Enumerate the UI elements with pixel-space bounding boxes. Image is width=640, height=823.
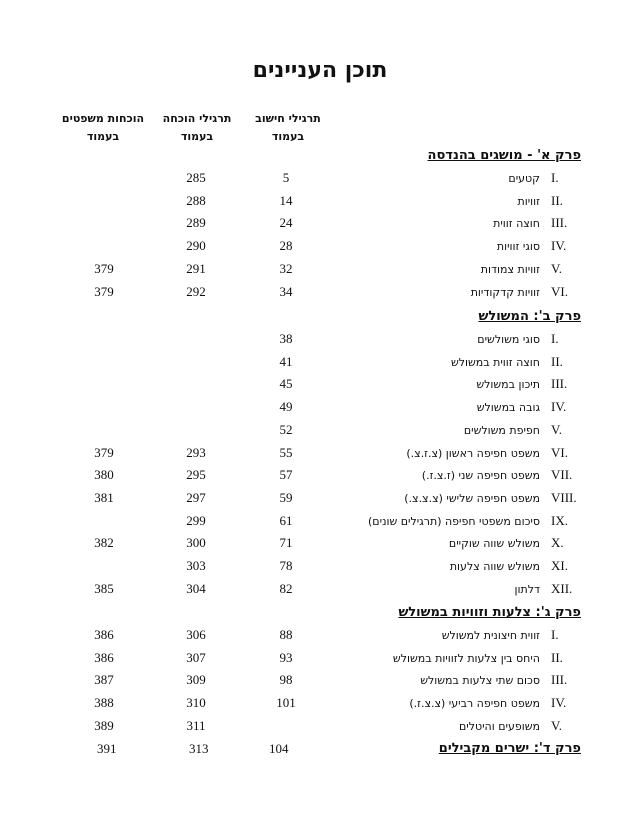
column-header-theorems-page: בעמוד xyxy=(86,130,120,143)
section-number: I. xyxy=(551,331,559,346)
page-proof: 291 xyxy=(186,260,206,276)
section-number: V. xyxy=(551,260,562,276)
toc-row[interactable] xyxy=(0,490,640,510)
section-number: II. xyxy=(551,192,563,208)
toc-row[interactable] xyxy=(0,513,640,533)
page-proof: 303 xyxy=(186,558,206,573)
section-title: סכום שתי צלעות במשולש xyxy=(420,674,540,688)
page-calc: 14 xyxy=(279,192,293,208)
section-number: III. xyxy=(551,215,568,231)
page-calc: 45 xyxy=(279,376,293,392)
section-title: היחס בין צלעות לזוויות במשולש xyxy=(392,651,540,665)
section-title: משפט חפיפה רביעי (צ.צ.ז.) xyxy=(409,697,540,711)
page-calc: 28 xyxy=(279,238,293,254)
page-proof: 311 xyxy=(186,717,206,733)
page-calc: 78 xyxy=(279,558,293,573)
page-proof: 289 xyxy=(186,215,206,231)
section-title: זוויות xyxy=(517,194,540,208)
section-number: VI. xyxy=(551,283,568,299)
page-calc: 101 xyxy=(276,695,296,711)
section-number: IV. xyxy=(551,399,567,415)
page-calc: 82 xyxy=(279,580,293,596)
page-theorem: 385 xyxy=(94,580,114,596)
section-number: IX. xyxy=(551,512,568,528)
section-title: משפט חפיפה שלישי (צ.צ.צ.) xyxy=(404,491,540,505)
toc-row[interactable] xyxy=(0,695,640,715)
chapter-page-calc: 104 xyxy=(269,741,289,756)
chapter-title: פרק ג': צלעות וזוויות במשולש xyxy=(398,605,581,620)
section-number: V. xyxy=(551,717,562,733)
column-header-proof-title: תרגילי הוכחה xyxy=(162,112,232,125)
toc-row[interactable] xyxy=(0,284,640,304)
column-header-theorems-title: הוכחות משפטים xyxy=(61,112,145,125)
page-proof: 304 xyxy=(186,580,206,596)
chapter-title: פרק ב': המשולש xyxy=(478,309,581,324)
section-title: זוויות צמודות xyxy=(480,262,540,276)
section-number: VIII. xyxy=(551,489,577,505)
section-number: II. xyxy=(551,353,563,369)
toc-row[interactable] xyxy=(0,445,640,465)
toc-row[interactable] xyxy=(0,650,640,670)
page-calc: 55 xyxy=(279,444,293,460)
page-calc: 52 xyxy=(279,421,293,437)
section-title: משופעים והיטלים xyxy=(458,719,540,733)
page-proof: 307 xyxy=(186,649,206,665)
toc-row[interactable] xyxy=(0,467,640,487)
page-proof: 310 xyxy=(186,695,206,711)
page-theorem: 387 xyxy=(94,672,114,688)
page-proof: 285 xyxy=(186,170,206,185)
toc-row[interactable] xyxy=(0,422,640,442)
page-theorem: 379 xyxy=(94,260,114,276)
toc-row[interactable] xyxy=(0,399,640,419)
chapter-heading[interactable] xyxy=(428,148,581,163)
page-proof: 300 xyxy=(186,535,206,551)
page-theorem: 386 xyxy=(94,649,114,665)
toc-row[interactable] xyxy=(0,581,640,601)
page-theorem: 379 xyxy=(94,444,114,460)
column-header-calc-page: בעמוד xyxy=(271,130,305,143)
chapter-title: פרק א' - מושגים בהנדסה xyxy=(427,148,581,163)
page-proof: 299 xyxy=(186,512,206,528)
page-calc: 88 xyxy=(279,627,293,642)
page-proof: 297 xyxy=(186,489,206,505)
page-theorem: 389 xyxy=(94,717,114,733)
section-title: חוצה זווית במשולש xyxy=(450,355,540,369)
page-title: תוכן העניינים xyxy=(252,58,388,83)
section-title: תיכון במשולש xyxy=(476,378,540,392)
page-proof: 295 xyxy=(186,467,206,483)
section-title: סוגי משולשים xyxy=(477,333,540,346)
page-proof: 290 xyxy=(186,238,206,254)
section-title: חוצה זווית xyxy=(493,217,540,231)
page-proof: 288 xyxy=(186,192,206,208)
section-title: דלתון xyxy=(514,582,540,596)
section-title: חפיפת משולשים xyxy=(463,423,540,437)
toc-row[interactable] xyxy=(0,261,640,281)
page-theorem: 382 xyxy=(94,535,114,551)
page-calc: 24 xyxy=(279,215,293,231)
section-number: X. xyxy=(551,535,564,551)
section-number: IV. xyxy=(551,695,567,711)
page-theorem: 381 xyxy=(94,489,114,505)
column-header-theorems xyxy=(48,110,158,146)
page-calc: 59 xyxy=(279,489,293,505)
page-proof: 306 xyxy=(186,627,206,642)
page-proof: 293 xyxy=(186,444,206,460)
chapter-heading[interactable] xyxy=(398,605,581,620)
page-calc: 57 xyxy=(279,467,293,483)
section-number: XII. xyxy=(551,580,573,596)
page-theorem: 388 xyxy=(94,695,114,711)
section-number: III. xyxy=(551,376,568,392)
section-title: גובה במשולש xyxy=(476,401,540,415)
chapter-heading[interactable] xyxy=(97,741,581,756)
page-calc: 5 xyxy=(282,170,290,185)
toc-row[interactable] xyxy=(0,193,640,213)
section-number: VI. xyxy=(551,444,568,460)
section-number: I. xyxy=(551,627,559,642)
section-title: זוויות קדקודיות xyxy=(470,285,540,299)
page-theorem: 380 xyxy=(94,467,114,483)
page-calc: 93 xyxy=(279,649,293,665)
toc-row[interactable] xyxy=(0,558,640,578)
page-calc: 41 xyxy=(279,353,293,369)
page-calc: 38 xyxy=(279,331,293,346)
page-calc: 32 xyxy=(279,260,293,276)
section-number: III. xyxy=(551,672,568,688)
page-calc: 71 xyxy=(279,535,293,551)
section-title: זווית חיצונית למשולש xyxy=(441,629,540,642)
page-proof: 292 xyxy=(186,283,206,299)
page-theorem: 386 xyxy=(94,627,114,642)
page-calc: 34 xyxy=(279,283,293,299)
chapter-heading[interactable] xyxy=(479,309,582,324)
toc-row[interactable] xyxy=(0,535,640,555)
section-number: V. xyxy=(551,421,562,437)
toc-row[interactable] xyxy=(0,672,640,692)
column-header-calc-title: תרגילי חישוב xyxy=(255,112,321,125)
column-header-proof xyxy=(142,110,252,146)
toc-row[interactable] xyxy=(0,627,640,647)
column-header-proof-page: בעמוד xyxy=(180,130,214,143)
page-calc: 49 xyxy=(279,399,293,415)
page-proof: 309 xyxy=(186,672,206,688)
chapter-page-proof: 313 xyxy=(189,741,209,756)
section-number: IV. xyxy=(551,238,567,254)
section-title: קטעים xyxy=(508,172,540,185)
section-title: משולש שווה שוקיים xyxy=(448,537,540,551)
section-number: VII. xyxy=(551,467,573,483)
section-title: סיכום משפטי חפיפה (תרגילים שונים) xyxy=(368,514,540,528)
toc-row[interactable] xyxy=(0,376,640,396)
page-calc: 98 xyxy=(279,672,293,688)
toc-row[interactable] xyxy=(0,354,640,374)
toc-row[interactable] xyxy=(0,170,640,190)
toc-row[interactable] xyxy=(0,215,640,235)
chapter-title: פרק ד': ישרים מקבילים xyxy=(438,741,581,756)
section-title: משפט חפיפה שני (ז.צ.ז.) xyxy=(421,469,540,483)
page-theorem: 379 xyxy=(94,283,114,299)
toc-row[interactable] xyxy=(0,238,640,258)
toc-row[interactable] xyxy=(0,331,640,351)
section-title: משפט חפיפה ראשון (צ.ז.צ.) xyxy=(406,446,540,460)
toc-row[interactable] xyxy=(0,718,640,738)
section-number: II. xyxy=(551,649,563,665)
section-number: I. xyxy=(551,170,559,185)
section-title: משולש שווה צלעות xyxy=(449,560,540,573)
chapter-page-thm: 391 xyxy=(97,741,117,756)
section-title: סוגי זוויות xyxy=(496,240,540,254)
page-calc: 61 xyxy=(279,512,293,528)
section-number: XI. xyxy=(551,558,568,573)
